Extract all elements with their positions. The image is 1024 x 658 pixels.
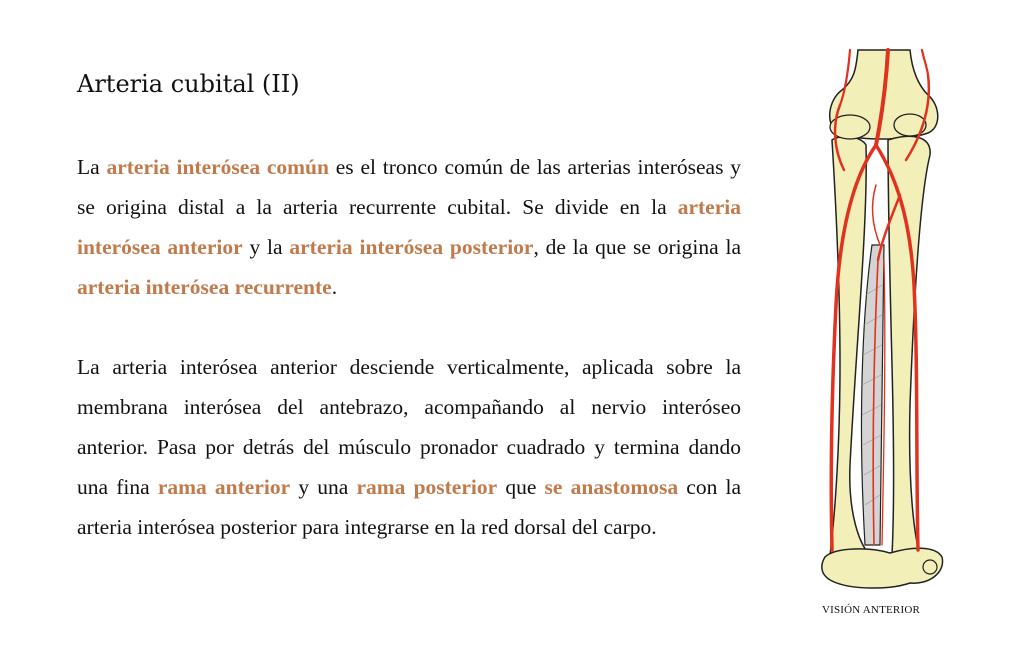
- text-run: que: [497, 475, 545, 499]
- highlight-term: arteria interósea recurrente: [77, 275, 332, 299]
- medial-collateral: [922, 50, 928, 75]
- highlight-term: rama anterior: [157, 475, 291, 499]
- ulnar-styloid: [923, 560, 937, 574]
- text-run: y una: [290, 475, 357, 499]
- interosseous-recurrent-artery: [873, 185, 880, 245]
- page-title: Arteria cubital (II): [77, 70, 300, 98]
- paragraph-1: [77, 147, 741, 307]
- text-run: con la arteria interósea posterior para integrarse en la red dorsal del carpo.: [77, 475, 742, 539]
- highlight-term: arteria interósea posterior: [289, 235, 534, 259]
- forearm-illustration: [810, 45, 960, 595]
- highlight-term: arteria interósea común: [106, 155, 329, 179]
- body-text: [77, 147, 741, 547]
- highlight-term: rama posterior: [356, 475, 498, 499]
- ulna-bone: [888, 136, 930, 555]
- text-run: y la: [242, 235, 290, 259]
- text-run: La: [77, 155, 107, 179]
- highlight-term: arteria interósea anterior: [77, 195, 741, 259]
- highlight-term: se anastomosa: [544, 475, 679, 499]
- paragraph-2: [77, 347, 741, 547]
- figure-caption: VISIÓN ANTERIOR: [821, 604, 920, 616]
- text-run: La arteria interósea anterior desciende verticalmente, aplicada sobre la membrana interósea del antebrazo, acompañando al nervio interóseo anterior. Pasa por detrás del músculo pronador cuadrado y termina dando una fina: [77, 355, 741, 499]
- text-run: .: [331, 275, 338, 299]
- text-run: , de la que se origina la: [533, 235, 741, 259]
- text-run: es el tronco común de las arterias interóseas y se origina distal a la arteria recurrente cubital. Se divide en la: [77, 155, 741, 219]
